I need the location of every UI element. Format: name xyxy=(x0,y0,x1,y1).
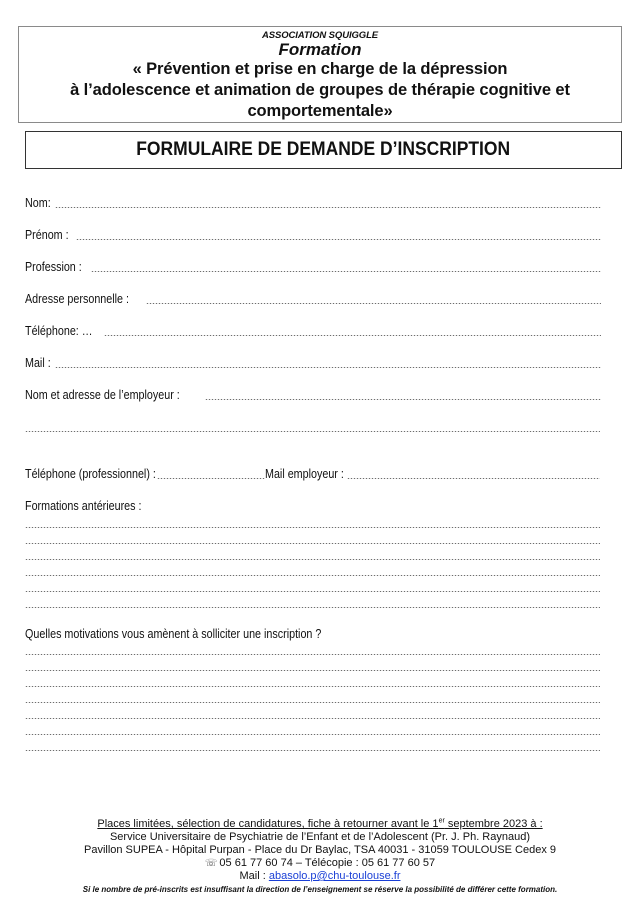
field-telephone[interactable] xyxy=(25,324,601,338)
field-label: Prénom : xyxy=(25,228,69,242)
previous-trainings-line-6[interactable] xyxy=(25,596,600,610)
employer-mail-fill-line[interactable] xyxy=(347,467,600,481)
form-title: FORMULAIRE DE DEMANDE D’INSCRIPTION xyxy=(136,139,511,160)
employer-address-continuation-line[interactable] xyxy=(25,420,600,434)
motivations-line-6[interactable] xyxy=(25,723,600,737)
previous-trainings-line-1[interactable] xyxy=(25,516,600,530)
course-title-line-2: à l’adolescence et animation de groupes de thérapie cognitive et xyxy=(70,81,570,99)
previous-trainings-label: Formations antérieures : xyxy=(25,499,142,513)
field-label: Adresse personnelle : xyxy=(25,292,129,306)
motivations-line-5[interactable] xyxy=(25,707,600,721)
previous-trainings-line-2[interactable] xyxy=(25,532,600,546)
mail-line xyxy=(0,870,640,883)
field-nom[interactable] xyxy=(25,196,601,210)
cancellation-note: Si le nombre de pré-inscrits est insuffisant la direction de l’enseignement se réserve la possibilité de différer cette formation. xyxy=(82,885,558,894)
pro-phone-fill-line[interactable] xyxy=(157,467,265,481)
deadline-superscript: er xyxy=(438,817,445,825)
previous-trainings-line-4[interactable] xyxy=(25,564,600,578)
field-label: Nom: xyxy=(25,196,51,210)
field-profession[interactable] xyxy=(25,260,601,274)
service-name: Service Universitaire de Psychiatrie de l’Enfant et de l’Adolescent (Pr. J. Ph. Raynaud) xyxy=(109,831,531,843)
fill-in-line[interactable] xyxy=(146,292,601,306)
header-box xyxy=(18,26,622,123)
telephone-icon: ☏ xyxy=(204,858,218,869)
motivations-line-2[interactable] xyxy=(25,659,600,673)
fill-in-line[interactable] xyxy=(104,324,601,338)
field-prenom[interactable] xyxy=(25,228,601,242)
course-title-line-3: comportementale» xyxy=(247,102,393,120)
motivations-line-4[interactable] xyxy=(25,691,600,705)
course-title-line-1: « Prévention et prise en charge de la dépression xyxy=(132,60,508,78)
field-label: Téléphone: … xyxy=(25,324,93,338)
phone-line xyxy=(0,857,640,870)
previous-trainings-line-3[interactable] xyxy=(25,548,600,562)
motivations-line-1[interactable] xyxy=(25,643,600,657)
field-label: Nom et adresse de l’employeur : xyxy=(25,388,180,402)
deadline-text: Places limitées, sélection de candidatures, fiche à retourner avant le 1 xyxy=(97,818,439,830)
phone-fax-numbers: 05 61 77 60 74 – Télécopie : 05 61 77 60 57 xyxy=(219,857,436,869)
field-pro-phone-and-employer-mail xyxy=(25,467,600,481)
fill-in-line[interactable] xyxy=(76,228,601,242)
formation-label: Formation xyxy=(278,40,362,59)
pro-phone-label: Téléphone (professionnel) : xyxy=(25,467,156,481)
fill-in-line[interactable] xyxy=(91,260,601,274)
postal-address: Pavillon SUPEA - Hôpital Purpan - Place du Dr Baylac, TSA 40031 - 31059 TOULOUSE Cedex 9 xyxy=(83,844,557,856)
footer xyxy=(0,818,640,895)
association-name: ASSOCIATION SQUIGGLE xyxy=(261,30,379,41)
fill-in-line[interactable] xyxy=(205,388,601,402)
fill-in-line[interactable] xyxy=(55,356,601,370)
previous-trainings-line-5[interactable] xyxy=(25,580,600,594)
field-label: Profession : xyxy=(25,260,82,274)
deadline-notice xyxy=(0,818,640,831)
employer-mail-label: Mail employeur : xyxy=(265,467,345,481)
contact-email-link[interactable]: abasolo.p@chu-toulouse.fr xyxy=(268,870,401,882)
field-employeur[interactable] xyxy=(25,388,601,402)
fill-in-line[interactable] xyxy=(55,196,601,210)
motivations-line-3[interactable] xyxy=(25,675,600,689)
field-mail[interactable] xyxy=(25,356,601,370)
motivations-label: Quelles motivations vous amènent à solliciter une inscription ? xyxy=(25,627,322,641)
motivations-line-7[interactable] xyxy=(25,739,600,753)
mail-label: Mail : xyxy=(239,870,269,882)
form-title-box xyxy=(25,131,622,169)
field-adresse-personnelle[interactable] xyxy=(25,292,601,306)
deadline-date: septembre 2023 à : xyxy=(444,818,543,830)
field-label: Mail : xyxy=(25,356,51,370)
